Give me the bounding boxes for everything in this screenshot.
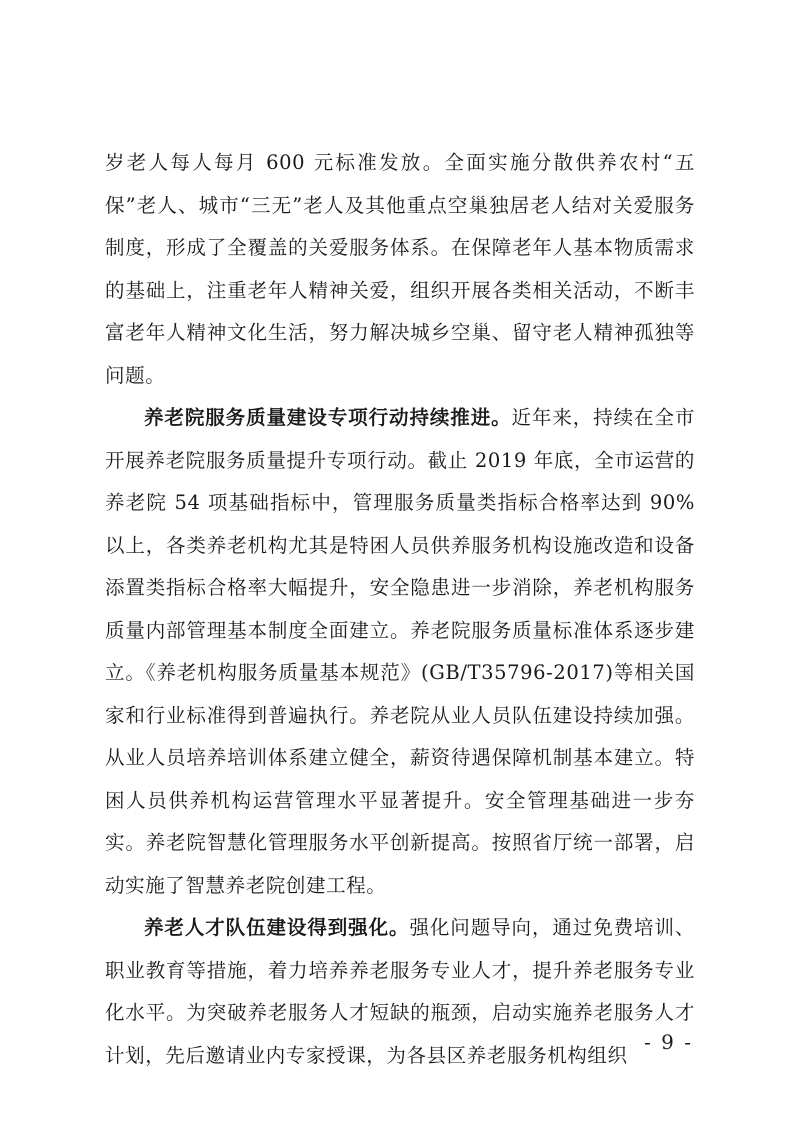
paragraph-lead: 养老人才队伍建设得到强化。 <box>144 916 410 939</box>
paragraph-lead: 养老院服务质量建设专项行动持续推进。 <box>144 406 512 429</box>
paragraph-elderly-care-continuation <box>105 142 695 397</box>
paragraph-text: 强化问题导向，通过免费培训、职业教育等措施，着力培养养老服务专业人才，提升养老服务专业化水平。为突破养老服务人才短缺的瓶颈，启动实施养老服务人才计划，先后邀请业内专家授课，为各县区养老服务机构组织 <box>105 916 695 1067</box>
body-text <box>105 142 695 1077</box>
page-number: - 9 - <box>644 1030 693 1054</box>
paragraph-nursing-home-quality <box>105 397 695 907</box>
paragraph-text: 近年来，持续在全市开展养老院服务质量提升专项行动。截止 2019 年底，全市运营的养老院 54 项基础指标中，管理服务质量类指标合格率达到 90%以上，各类养老机构尤其是特困人员供养服务机构设施改造和设备添置类指标合格率大幅提升，安全隐患进一步消除，养老机构服务质量内部管理基本制度全面建立。养老院服务质量标准体系逐步建立。《养老机构服务质量基本规范》(GB/T35796-2017)等相关国家和行业标准得到普遍执行。养老院从业人员队伍建设持续加强。从业人员培养培训体系建立健全，薪资待遇保障机制基本建立。特困人员供养机构运营管理水平显著提升。安全管理基础进一步夯实。养老院智慧化管理服务水平创新提高。按照省厅统一部署，启动实施了智慧养老院创建工程。 <box>105 406 695 897</box>
paragraph-talent-team <box>105 907 695 1077</box>
paragraph-text: 岁老人每人每月 600 元标准发放。全面实施分散供养农村“五保”老人、城市“三无”老人及其他重点空巢独居老人结对关爱服务制度，形成了全覆盖的关爱服务体系。在保障老年人基本物质需求的基础上，注重老年人精神关爱，组织开展各类相关活动，不断丰富老年人精神文化生活，努力解决城乡空巢、留守老人精神孤独等问题。 <box>105 151 695 387</box>
